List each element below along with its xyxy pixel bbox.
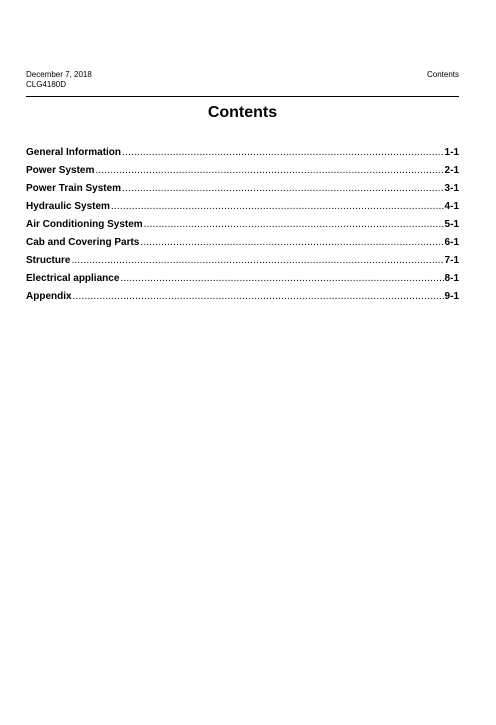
toc-entry[interactable] — [26, 254, 459, 272]
toc-entry[interactable] — [26, 164, 459, 182]
toc-entry-title: Appendix — [26, 291, 72, 302]
toc-dot-leader — [120, 272, 443, 286]
toc-dot-leader — [122, 182, 444, 196]
toc-entry-page: 9-1 — [444, 291, 459, 302]
toc-entry-page: 5-1 — [444, 219, 459, 230]
page-title: Contents — [207, 104, 278, 121]
toc-entry-title: Structure — [26, 255, 71, 266]
toc-entry-title: Electrical appliance — [26, 273, 120, 284]
toc-entry-title: Air Conditioning System — [26, 219, 143, 230]
header-doc-id: CLG4180D — [26, 80, 67, 89]
toc-entry-page: 7-1 — [444, 255, 459, 266]
toc-dot-leader — [95, 164, 443, 178]
toc-entry[interactable] — [26, 146, 459, 164]
toc-dot-leader — [73, 290, 444, 304]
toc-entry-page: 8-1 — [444, 273, 459, 284]
toc-entry[interactable] — [26, 272, 459, 290]
header-date: December 7, 2018 — [26, 70, 92, 79]
toc-dot-leader — [111, 200, 444, 214]
toc-entry-title: General Information — [26, 147, 122, 158]
toc-dot-leader — [144, 218, 444, 232]
toc-entry[interactable] — [26, 236, 459, 254]
toc-dot-leader — [140, 236, 443, 250]
toc-entry-page: 6-1 — [444, 237, 459, 248]
header-section: Contents — [426, 70, 459, 79]
toc-entry[interactable] — [26, 182, 459, 200]
toc-entry-page: 1-1 — [444, 147, 459, 158]
toc-entry-title: Power Train System — [26, 183, 122, 194]
toc-entry[interactable] — [26, 290, 459, 308]
toc-entry-page: 4-1 — [444, 201, 459, 212]
toc-dot-leader — [122, 146, 444, 160]
toc-entry-title: Cab and Covering Parts — [26, 237, 140, 248]
toc-entry-title: Power System — [26, 165, 95, 176]
header-divider — [26, 96, 459, 97]
toc-dot-leader — [71, 254, 443, 268]
toc-entry-page: 3-1 — [444, 183, 459, 194]
header-left-block — [26, 70, 92, 90]
toc-entry[interactable] — [26, 200, 459, 218]
toc-entry[interactable] — [26, 218, 459, 236]
table-of-contents — [26, 146, 459, 308]
toc-entry-title: Hydraulic System — [26, 201, 110, 212]
toc-entry-page: 2-1 — [444, 165, 459, 176]
